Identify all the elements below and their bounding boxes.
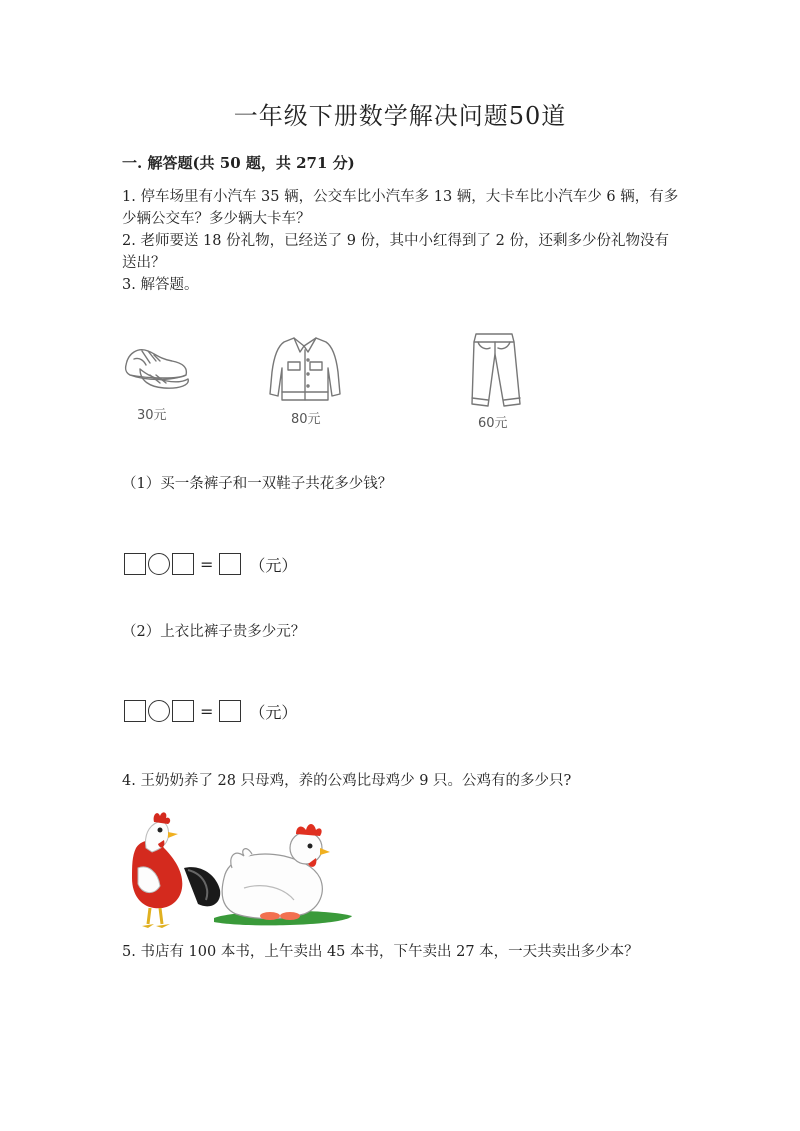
answer-box[interactable] bbox=[172, 700, 194, 722]
section-heading: 一. 解答题(共 50 题，共 271 分) bbox=[122, 154, 355, 172]
page-title: 一年级下册数学解决问题50道 bbox=[233, 102, 567, 130]
equals-sign: = bbox=[200, 554, 214, 574]
jacket-icon bbox=[266, 332, 344, 404]
answer-box[interactable] bbox=[124, 553, 146, 575]
result-box[interactable] bbox=[219, 700, 241, 722]
answer-box[interactable] bbox=[124, 700, 146, 722]
equation-2 bbox=[124, 699, 297, 723]
question-3: 3. 解答题。 bbox=[122, 277, 199, 293]
rooster-and-hen-illustration bbox=[124, 808, 354, 938]
rooster-icon bbox=[132, 812, 220, 928]
answer-box[interactable] bbox=[172, 553, 194, 575]
price-shoes: 30元 bbox=[137, 408, 167, 423]
question-4: 4. 王奶奶养了 28 只母鸡，养的公鸡比母鸡少 9 只。公鸡有的多少只? bbox=[122, 773, 572, 789]
price-jacket: 80元 bbox=[291, 412, 321, 427]
shoes-icon bbox=[120, 335, 192, 395]
equals-sign: = bbox=[200, 701, 214, 721]
sub-question-1: （1）买一条裤子和一双鞋子共花多少钱？ bbox=[122, 476, 393, 492]
result-box[interactable] bbox=[219, 553, 241, 575]
equation-1 bbox=[124, 552, 297, 576]
price-pants: 60元 bbox=[478, 416, 508, 431]
unit-label: （元） bbox=[249, 555, 298, 575]
operator-circle[interactable] bbox=[148, 700, 170, 722]
sub-question-2: （2）上衣比裤子贵多少元？ bbox=[122, 624, 306, 640]
operator-circle[interactable] bbox=[148, 553, 170, 575]
pants-icon bbox=[466, 330, 524, 410]
question-1: 1. 停车场里有小汽车 35 辆，公交车比小汽车多 13 辆，大卡车比小汽车少 6 辆，有多少辆公交车？多少辆大卡车？ bbox=[122, 189, 679, 227]
unit-label: （元） bbox=[249, 702, 298, 722]
question-5: 5. 书店有 100 本书，上午卖出 45 本书，下午卖出 27 本，一天共卖出多少本？ bbox=[122, 944, 639, 960]
hen-icon bbox=[222, 824, 330, 920]
question-2: 2. 老师要送 18 份礼物，已经送了 9 份，其中小红得到了 2 份，还剩多少份礼物没有送出？ bbox=[122, 233, 669, 271]
